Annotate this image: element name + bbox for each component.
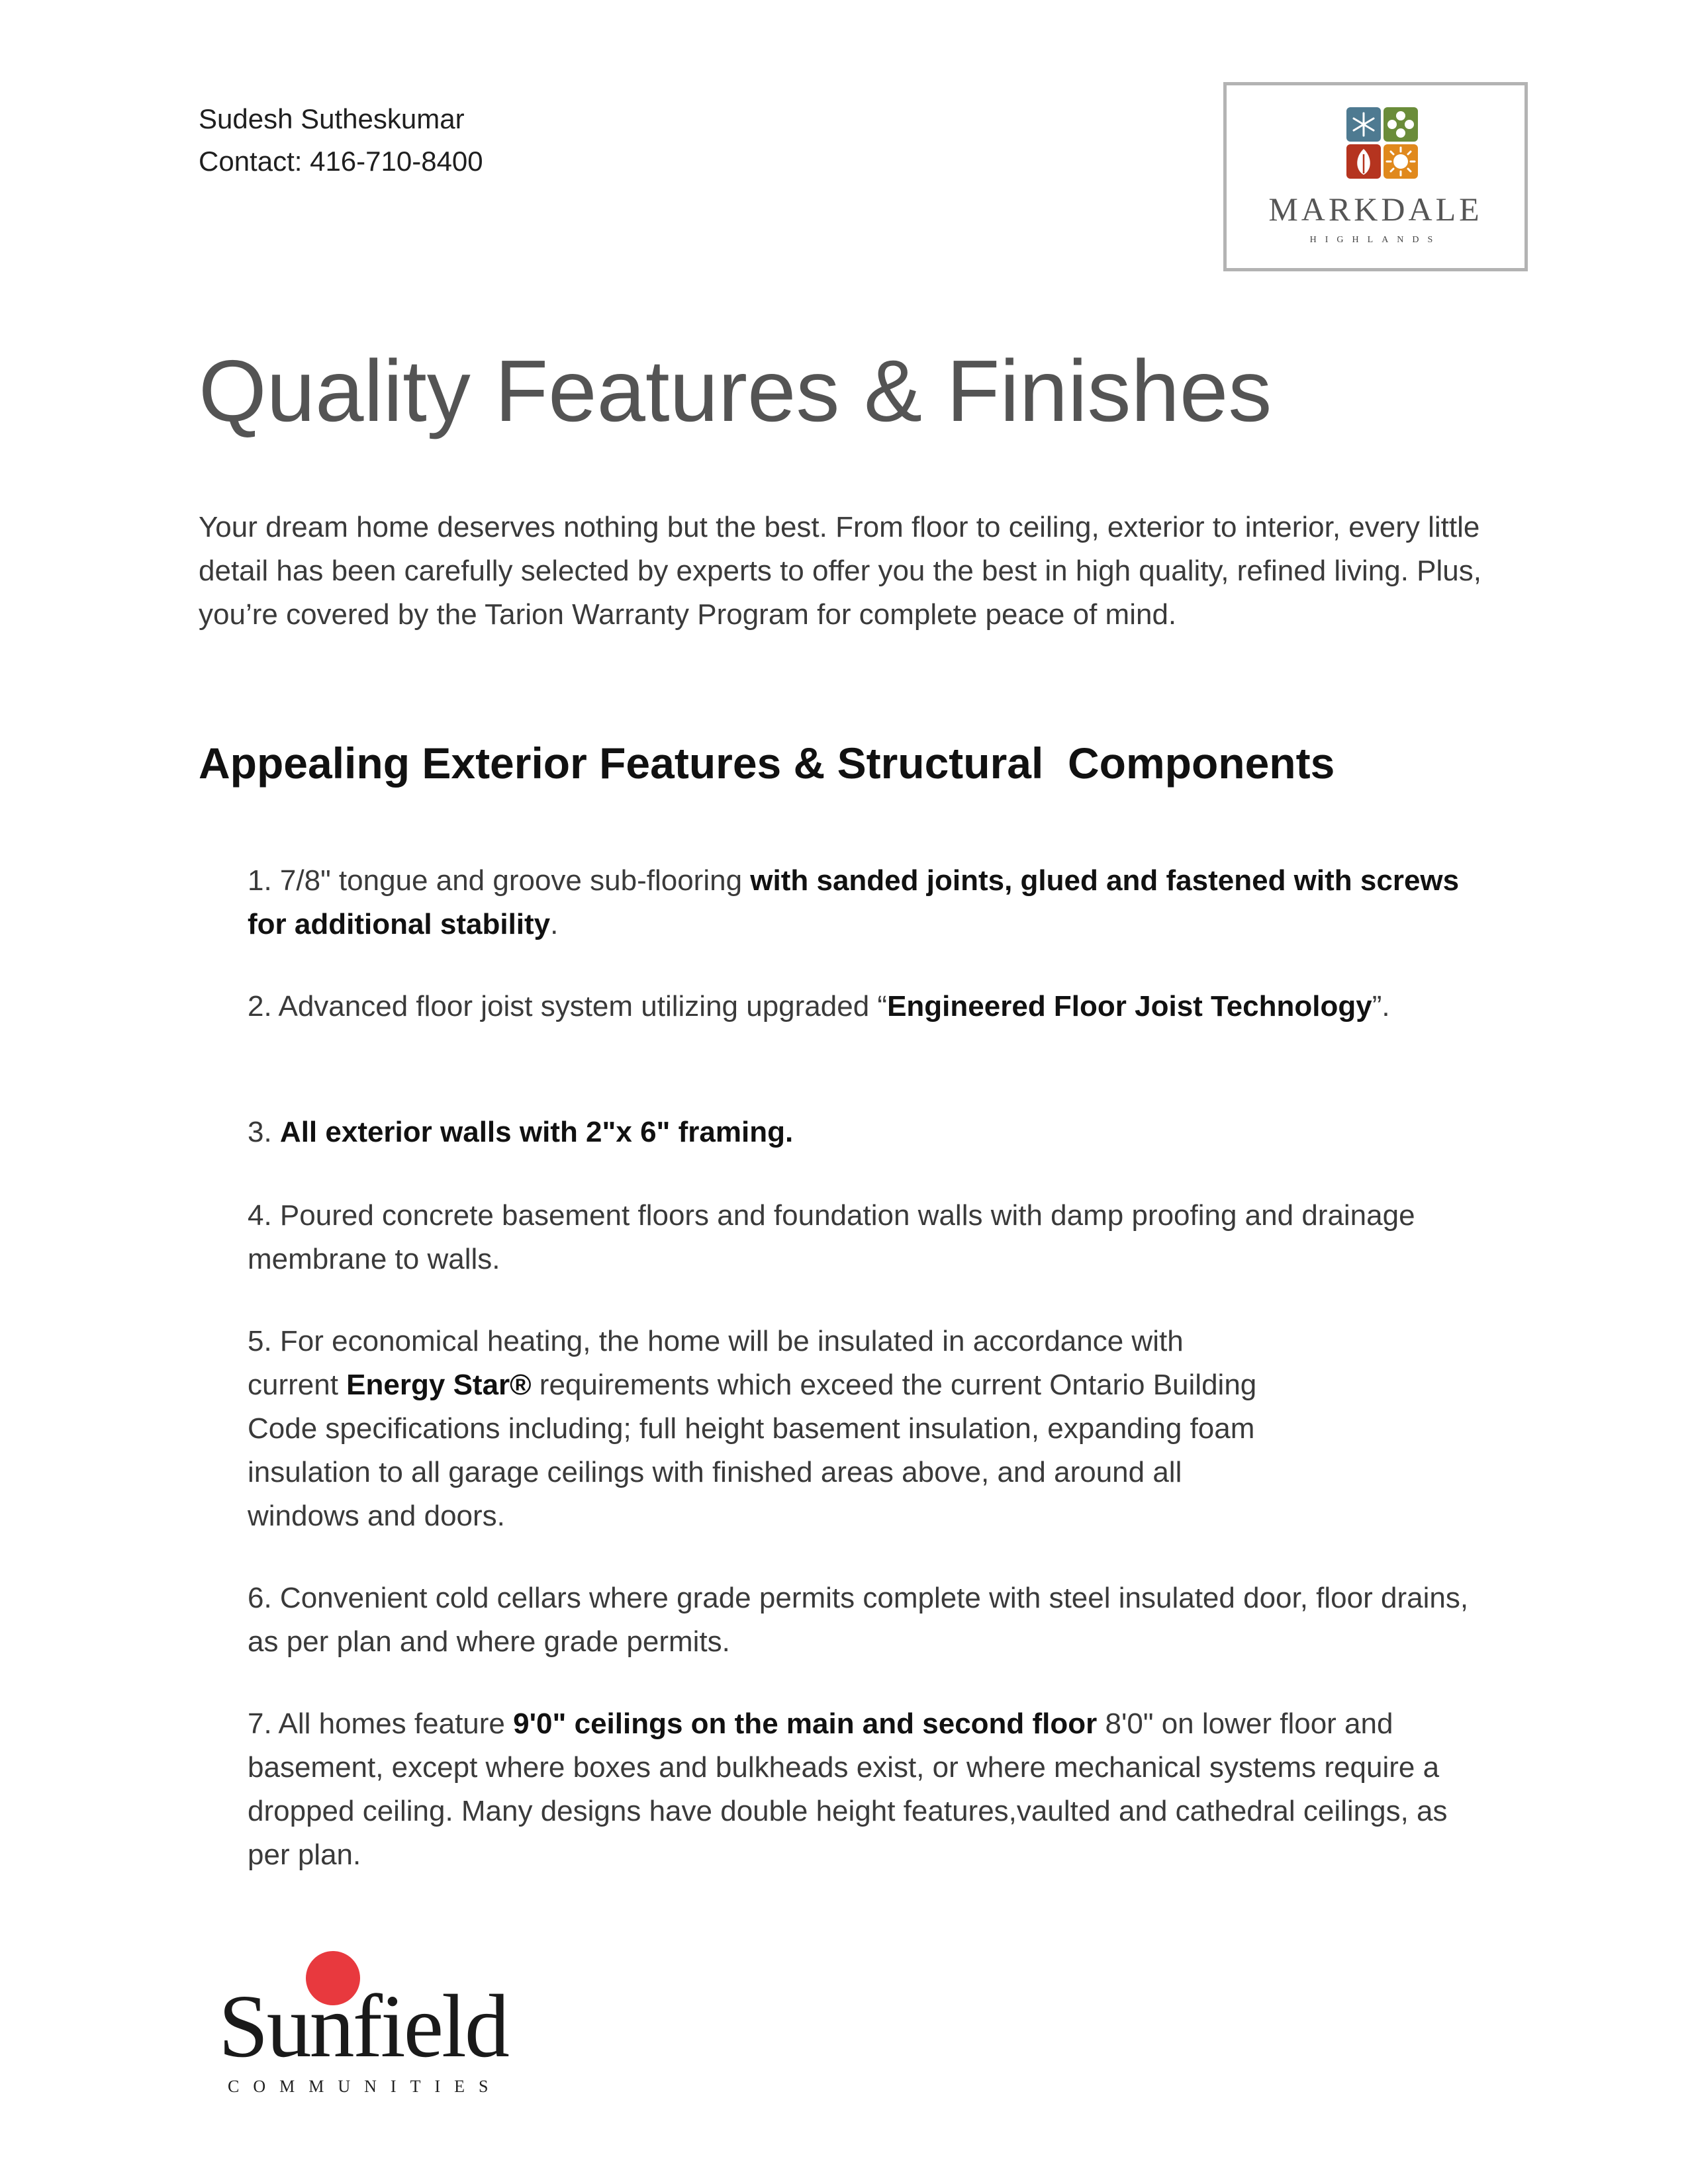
item-text: 5. For economical heating, the home will be insulated in accordance with current xyxy=(248,1325,1184,1401)
item-bold-text: 9'0" ceilings on the main and second floor xyxy=(513,1707,1098,1740)
item-text-end: 8'0" on lower floor and basement, except where boxes and bulkheads exist, or where mechanical systems require a dropped ceiling. Many designs have double height features,vaulted and cathedral ceilings, as per plan. xyxy=(248,1707,1448,1871)
item-bold-text: All exterior walls with 2"x 6" framing. xyxy=(279,1116,794,1148)
section-heading: Appealing Exterior Features & Structural Components xyxy=(199,739,1335,788)
feature-item-4 xyxy=(248,1194,1479,1281)
item-bold-text: Engineered Floor Joist Technology xyxy=(887,990,1372,1023)
sunfield-wordmark: Sunfield xyxy=(218,1977,508,2076)
intro-paragraph: Your dream home deserves nothing but the best. From floor to ceiling, exterior to interior, every little detail has been carefully selected by experts to offer you the best in high quality, refined living. Plus, you’re covered by the Tarion Warranty Program for complete peace of mind. xyxy=(199,511,1481,631)
item-bold-text: with sanded joints, glued and fastened with screws for additional stability xyxy=(248,864,1460,940)
item-text: 3. xyxy=(248,1116,280,1148)
item-text-end: . xyxy=(550,908,559,940)
item-text: 6. Convenient cold cellars where grade permits complete with steel insulated door, floor drains, as per plan and where grade permits. xyxy=(248,1582,1469,1658)
feature-item-3 xyxy=(248,1111,1479,1154)
sunfield-subtitle: COMMUNITIES xyxy=(228,2077,502,2096)
markdale-wordmark: MARKDALE xyxy=(1268,191,1483,228)
feature-item-5 xyxy=(248,1320,1280,1538)
feature-item-6 xyxy=(248,1576,1479,1664)
item-text-end: requirements which exceed the current Ontario Building Code specifications including; full height basement insulation, expanding foam insulation to all garage ceilings with finished areas above, and around all windows and doors. xyxy=(248,1369,1257,1532)
markdale-subtitle: HIGHLANDS xyxy=(1309,235,1442,245)
item-bold-text: Energy Star® xyxy=(346,1369,532,1401)
contact-name: Sudesh Sutheskumar xyxy=(199,103,465,134)
contact-phone: Contact: 416-710-8400 xyxy=(199,146,483,177)
item-text: 7. All homes feature xyxy=(248,1707,514,1740)
item-text: 4. Poured concrete basement floors and foundation walls with damp proofing and drainage membrane to walls. xyxy=(248,1199,1415,1275)
page-title: Quality Features & Finishes xyxy=(199,342,1272,439)
sunfield-communities-logo xyxy=(218,1939,510,2105)
item-text-end: ”. xyxy=(1372,990,1390,1023)
item-text: 2. Advanced floor joist system utilizing upgraded “ xyxy=(248,990,888,1023)
feature-item-1 xyxy=(248,859,1479,946)
feature-item-7 xyxy=(248,1702,1479,1877)
feature-item-2 xyxy=(248,985,1479,1028)
item-text: 1. 7/8" tongue and groove sub-flooring xyxy=(248,864,751,897)
markdale-season-icon xyxy=(1346,107,1419,179)
contact-block xyxy=(199,98,483,183)
markdale-highlands-logo xyxy=(1223,82,1528,271)
